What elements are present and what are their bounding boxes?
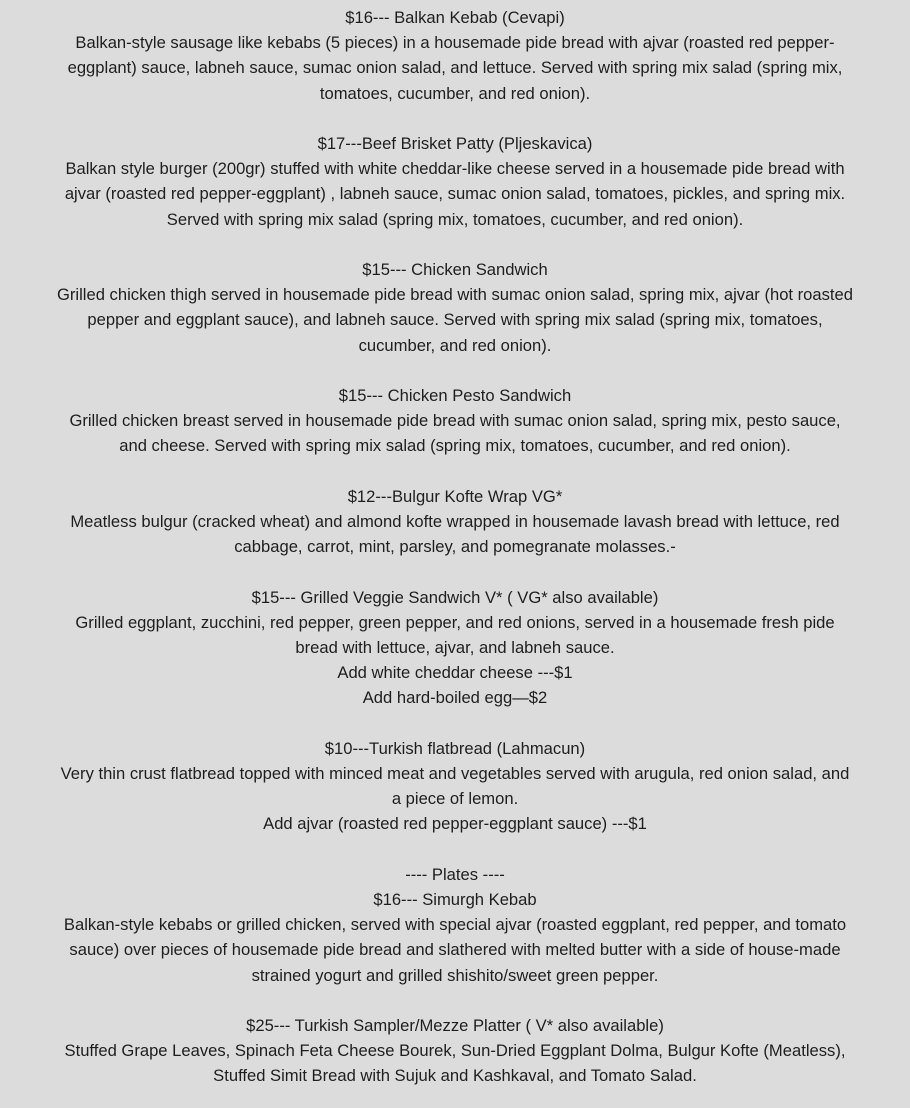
menu-item-description: cucumber, and red onion). xyxy=(358,335,552,355)
menu-item-description: cabbage, carrot, mint, parsley, and pomegranate molasses.- xyxy=(234,537,676,557)
menu-item-description: tomatoes, cucumber, and red onion). xyxy=(319,83,591,103)
menu-item-grilled-veggie-sandwich xyxy=(0,585,910,711)
menu-item-addon: Add white cheddar cheese ---$1 xyxy=(337,663,573,683)
menu-item-title: $16--- Balkan Kebab (Cevapi) xyxy=(345,8,565,27)
spacer xyxy=(0,358,910,383)
menu-item-title: $15--- Chicken Pesto Sandwich xyxy=(338,386,572,405)
spacer xyxy=(0,459,910,484)
spacer xyxy=(0,988,910,1013)
spacer xyxy=(0,559,910,584)
spacer xyxy=(0,837,910,862)
menu-item-description: ajvar (roasted red pepper-eggplant) , labneh sauce, sumac onion salad, tomatoes, pickles, and spring mix. xyxy=(64,184,846,204)
menu-item-turkish-sampler xyxy=(0,1013,910,1089)
menu-item-description: Balkan style burger (200gr) stuffed with white cheddar-like cheese served in a housemade pide bread with xyxy=(65,159,845,179)
spacer xyxy=(0,106,910,131)
menu-item-description: Meatless bulgur (cracked wheat) and almond kofte wrapped in housemade lavash bread with lettuce, red xyxy=(70,512,840,531)
menu-item-bulgur-kofte-wrap xyxy=(0,484,910,560)
menu-item-description: and cheese. Served with spring mix salad (spring mix, tomatoes, cucumber, and red onion). xyxy=(119,436,791,456)
menu-item-description: Stuffed Simit Bread with Sujuk and Kashkaval, and Tomato Salad. xyxy=(213,1066,697,1086)
menu-item-beef-brisket-patty xyxy=(0,131,910,232)
spacer xyxy=(0,232,910,257)
menu-item-title: $17---Beef Brisket Patty (Pljeskavica) xyxy=(317,134,593,153)
menu-item-title: $15--- Chicken Sandwich xyxy=(362,260,548,279)
menu-item-description: Very thin crust flatbread topped with minced meat and vegetables served with arugula, red onion salad, and xyxy=(60,764,850,783)
menu-item-title: $16--- Simurgh Kebab xyxy=(373,890,537,909)
menu-item-description: sauce) over pieces of housemade pide bread and slathered with melted butter with a side of house-made xyxy=(69,940,841,960)
section-heading: ---- Plates ---- xyxy=(405,864,505,884)
menu-item-description: eggplant) sauce, labneh sauce, sumac onion salad, and lettuce. Served with spring mix salad (spring mix, xyxy=(67,58,843,78)
menu-item-description: Grilled chicken breast served in housemade pide bread with sumac onion salad, spring mix, pesto sauce, xyxy=(69,411,841,431)
menu-item-description: Balkan-style kebabs or grilled chicken, served with special ajvar (roasted eggplant, red pepper, and tomato xyxy=(63,915,847,935)
menu-item-chicken-sandwich xyxy=(0,257,910,358)
menu-item-title: $15--- Grilled Veggie Sandwich V* ( VG* also available) xyxy=(251,587,659,607)
menu-item-chicken-pesto-sandwich xyxy=(0,383,910,459)
menu-item-description: Grilled eggplant, zucchini, red pepper, green pepper, and red onions, served in a housemade fresh pide xyxy=(75,612,835,632)
menu-item-addon: Add hard-boiled egg—$2 xyxy=(362,688,548,708)
menu-item-description: Stuffed Grape Leaves, Spinach Feta Cheese Bourek, Sun-Dried Eggplant Dolma, Bulgur Kofte (Meatless), xyxy=(64,1041,846,1061)
menu-item-description: bread with lettuce, ajvar, and labneh sauce. xyxy=(295,638,615,657)
menu-item-description: a piece of lemon. xyxy=(391,789,519,809)
menu-item-description: strained yogurt and grilled shishito/sweet green pepper. xyxy=(251,965,659,985)
menu-item-description: Balkan-style sausage like kebabs (5 pieces) in a housemade pide bread with ajvar (roasted red pepper- xyxy=(75,33,835,53)
menu-item-description: Served with spring mix salad (spring mix, tomatoes, cucumber, and red onion). xyxy=(166,209,744,229)
menu-item-turkish-flatbread xyxy=(0,736,910,837)
menu-item-addon: Add ajvar (roasted red pepper-eggplant sauce) ---$1 xyxy=(263,814,647,834)
spacer xyxy=(0,711,910,736)
menu-item-balkan-kebab xyxy=(0,5,910,106)
plates-section xyxy=(0,862,910,988)
menu-item-title: $12---Bulgur Kofte Wrap VG* xyxy=(347,486,563,506)
menu-item-description: Grilled chicken thigh served in housemade pide bread with sumac onion salad, spring mix, ajvar (hot roasted xyxy=(57,285,853,305)
menu-item-description: pepper and eggplant sauce), and labneh sauce. Served with spring mix salad (spring mix, tomatoes, xyxy=(87,310,823,330)
menu-item-title: $25--- Turkish Sampler/Mezze Platter ( V* also available) xyxy=(246,1016,664,1035)
menu-item-title: $10---Turkish flatbread (Lahmacun) xyxy=(324,738,586,758)
